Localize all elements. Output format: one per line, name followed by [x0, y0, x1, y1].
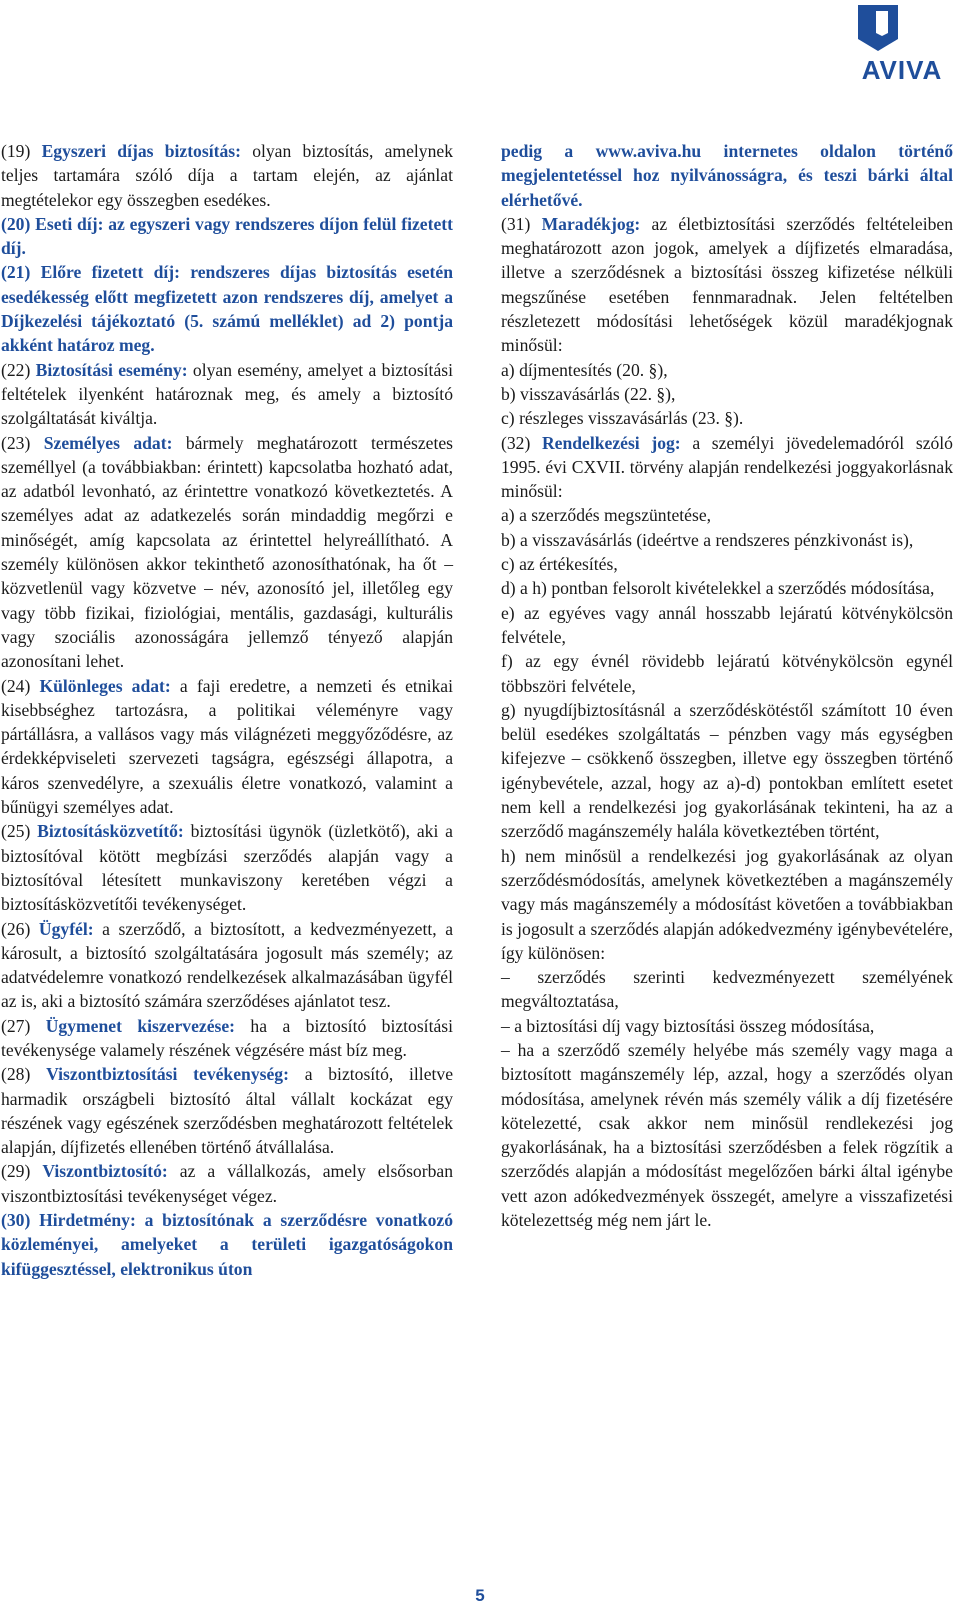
brand-name: AVIVA	[861, 55, 943, 85]
defined-term: Maradékjog:	[541, 213, 641, 234]
paragraph-number: (26)	[1, 918, 39, 939]
paragraph-number: (29)	[1, 1161, 43, 1182]
aviva-logo-mark-icon	[852, 5, 952, 57]
paragraph: h) nem minősül a rendelkezési jog gyakorlásának az olyan szerződésmódosítás, amelynek következtében a magánszemély vagy más magánszemély a módosítást követően a továbbiakban is jogosult a szerződés alapján adókedvezmény igénybevételére, így különösen:	[501, 845, 953, 963]
paragraph: a) díjmentesítés (20. §),	[501, 359, 668, 380]
defined-term: Ügyfél:	[38, 918, 94, 939]
page-number: 5	[475, 1586, 485, 1605]
definition-text: bármely meghatározott természetes személlyel (a továbbiakban: érintett) kapcsolatba hozható adat, az adatból levonható, az érintettre vonatkozó következtetés. A személyes adat az adatkezelés során mindaddig megőrzi e minőségét, amíg kapcsolata az érintettel helyreállítható. A személy különösen akkor tekinthető azonosíthatónak, ha őt – közvetlenül vagy közvetve – név, azonosító jel, illetőleg egy vagy több fizikai, fiziológiai, mentális, gazdasági, kulturális vagy szociális azonosságára jellemző tényező alapján azonosítani lehet.	[1, 432, 454, 672]
paragraph-number: (19)	[1, 141, 42, 161]
paragraph: – a biztosítási díj vagy biztosítási összeg módosítása,	[501, 1015, 875, 1036]
defined-term: Rendelkezési jog:	[541, 432, 681, 453]
paragraph-number: (24)	[1, 675, 40, 696]
paragraph	[1, 917, 453, 1014]
paragraph	[1, 358, 453, 431]
definition-text: a szerződő, a biztosított, a kedvezményezett, a károsult, a biztosító szolgáltatására jogosult más személy; az adatvédelemre vonatkozó rendelkezések alkalmazásában ügyfél az is, aki a biztosító számára szerződéses ajánlatot tesz.	[1, 918, 453, 1012]
aviva-logo	[852, 5, 952, 83]
paragraph: e) az egyéves vagy annál hosszabb lejáratú kötvénykölcsön felvétele,	[501, 602, 953, 647]
defined-term: Biztosítási esemény:	[35, 359, 188, 380]
paragraph: a) a szerződés megszüntetése,	[501, 505, 712, 526]
paragraph: c) az értékesítés,	[501, 554, 618, 575]
paragraph: b) a visszavásárlás (ideértve a rendszeres pénzkivonást is),	[501, 529, 914, 550]
paragraph	[1, 819, 453, 916]
defined-term: Viszontbiztosítási tevékenység:	[46, 1064, 289, 1085]
paragraph: pedig a www.aviva.hu internetes oldalon történő megjelentetéssel hoz nyilvánosságra, és teszi bárki által elérhetővé.	[501, 141, 953, 210]
paragraph-number: (25)	[1, 821, 38, 842]
paragraph-number: (32)	[501, 432, 542, 453]
left-column	[1, 139, 453, 1281]
paragraph: – szerződés szerinti kedvezményezett személyének megváltoztatása,	[501, 967, 953, 1012]
paragraph: (21) Előre fizetett díj: rendszeres díjas biztosítás esetén esedékesség előtt megfizetett azon rendszeres díj, amelyet a Díjkezelési tájékoztató (5. számú melléklet) ad 2) pontja akként határoz meg.	[1, 262, 453, 356]
paragraph-number: (31)	[501, 213, 542, 234]
paragraph	[501, 212, 953, 358]
defined-term: Különleges adat:	[39, 675, 171, 696]
paragraph: (20) Eseti díj: az egyszeri vagy rendszeres díjon felül fizetett díj.	[1, 213, 453, 259]
definition-text: ha a biztosító biztosítási tevékenysége valamely részének végzésére mást bíz meg.	[1, 1015, 453, 1060]
definition-text: biztosítási ügynök (üzletkötő), aki a biztosítóval kötött megbízási szerződés alapján vagy a biztosítóval létesített munkaviszony keretében végzi a biztosításközvetítői tevékenységet.	[1, 821, 453, 915]
paragraph-number: (23)	[1, 432, 44, 453]
paragraph: f) az egy évnél rövidebb lejáratú kötvénykölcsön egynél többszöri felvétele,	[501, 651, 953, 696]
definition-text: olyan biztosítás, amelynek teljes tartamára szóló díja a tartam elején, az ajánlat megtételekor egy összegben esedékes.	[1, 141, 454, 210]
right-column	[501, 139, 953, 1232]
paragraph: (30) Hirdetmény: a biztosítónak a szerződésre vonatkozó közleményei, amelyeket a területi igazgatóságokon kifüggesztéssel, elektronikus úton	[1, 1210, 453, 1279]
paragraph	[1, 139, 453, 212]
paragraph	[1, 431, 453, 674]
paragraph-number: (28)	[1, 1064, 47, 1085]
paragraph: b) visszavásárlás (22. §),	[501, 383, 676, 404]
paragraph: c) részleges visszavásárlás (23. §).	[501, 408, 744, 429]
definition-text: olyan esemény, amelyet a biztosítási feltételek ilyenként határoznak meg, és amely a biztosító szolgáltatását kiváltja.	[1, 359, 453, 429]
paragraph-number: (27)	[1, 1015, 46, 1036]
paragraph: d) a h) pontban felsorolt kivételekkel a szerződés módosítása,	[501, 578, 935, 599]
definition-text: a faji eredetre, a nemzeti és etnikai kisebbséghez tartozásra, a politikai véleményre vagy pártállásra, a vallásos vagy más világnézeti meggyőződésre, az érdekképviseleti szervezeti tagságra, egészségi állapotra, a káros szenvedélyre, a szexuális életre vonatkozó, valamint a bűnügyi személyes adat.	[1, 675, 454, 818]
definition-text: a biztosító, illetve harmadik országbeli biztosító által vállalt kockázat egy részének vagy egészének szerződésben meghatározott feltételek alapján, díjfizetés ellenében történő átvállalása.	[1, 1064, 453, 1158]
defined-term: Biztosításközvetítő:	[37, 821, 184, 842]
paragraph	[501, 431, 953, 504]
defined-term: Egyszeri díjas biztosítás:	[41, 141, 241, 161]
defined-term: Ügymenet kiszervezése:	[45, 1015, 236, 1036]
definition-text: a személyi jövedelemadóról szóló 1995. évi CXVII. törvény alapján rendelkezési joggyakorlásnak minősül:	[501, 432, 953, 502]
defined-term: Személyes adat:	[43, 432, 173, 453]
paragraph: – ha a szerződő személy helyébe más személy vagy maga a biztosított magánszemély lép, azzal, hogy a szerződés olyan módosítása, amelynek révén más személy válik a díj fizetésére kötelezetté, csak akkor nem minősül rendlekezési jog gyakorlásának, ha a biztosítási szerződésben a felek rögzítik a szerződés alapján a módosítást megelőzően bárki által igénybe vett azon adókedvezmények összegét, amelyre a visszafizetési kötelezettség még nem járt le.	[501, 1039, 953, 1231]
paragraph	[1, 674, 453, 820]
paragraph	[1, 1014, 453, 1063]
definition-text: az életbiztosítási szerződés feltételeiben meghatározott azon jogok, amelyek a díjfizetés elmaradása, illetve a szerződésnek a biztosítási összeg kifizetése nélküli megszűnése esetében fennmaradnak. Jelen feltételben részletezett módosítási lehetőségek közül maradékjognak minősül:	[501, 213, 953, 356]
paragraph	[1, 1159, 453, 1208]
definition-text: az a vállalkozás, amely elsősorban viszontbiztosítási tevékenységet végez.	[1, 1161, 453, 1206]
paragraph-number: (22)	[1, 359, 36, 380]
paragraph: g) nyugdíjbiztosításnál a szerződéskötéstől számított 10 éven belül esedékes szolgáltatás – pénzben vagy más egységben kifejezve – csökkenő összegben, illetve egy összegben történő igénybevétele, azzal, hogy az a)-d) pontokban említett esetet nem kell a rendelkezési jog gyakorlásának tekinteni, ha az a szerződő magánszemély halála következtében történt,	[501, 699, 953, 842]
defined-term: Viszontbiztosító:	[42, 1161, 168, 1182]
paragraph	[1, 1062, 453, 1159]
